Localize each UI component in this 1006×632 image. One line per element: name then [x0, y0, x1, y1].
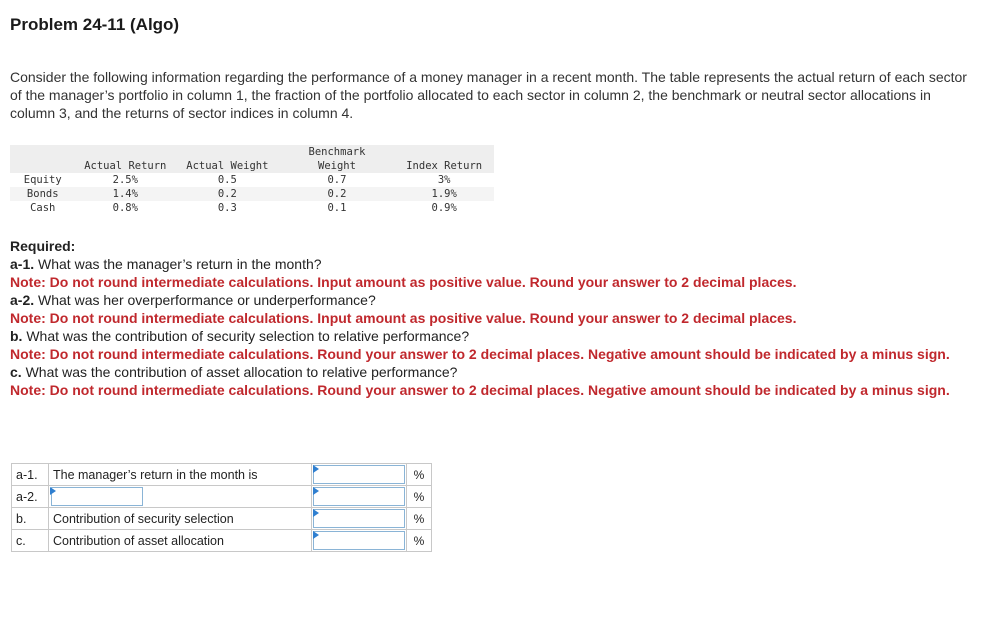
- table-row: [10, 201, 494, 215]
- question-b: [10, 327, 970, 345]
- answer-a2-input[interactable]: [313, 487, 405, 506]
- problem-intro: Consider the following information regarding the performance of a money manager in a recent month. The table represents the actual return of each sector of the manager’s portfolio in column 1, the fraction of the portfolio allocated to each sector in column 2, the benchmark or neutral sector allocations in column 3, and the returns of sector indices in column 4.: [10, 69, 967, 121]
- percent-unit: %: [407, 508, 432, 530]
- actual-weight-cell: 0.2: [217, 188, 237, 200]
- answer-a2-description-input[interactable]: [51, 487, 143, 506]
- answer-description: Contribution of asset allocation: [49, 530, 312, 552]
- answer-description: Contribution of security selection: [49, 508, 312, 530]
- index-return-cell: 0.9%: [431, 202, 457, 214]
- sector-cell: Equity: [23, 174, 62, 186]
- input-flag-icon: [313, 509, 319, 517]
- question-a1-label: a-1.: [10, 256, 35, 272]
- header-index-return: Index Return: [406, 160, 483, 172]
- answer-input-cell: [312, 464, 407, 486]
- actual-weight-cell: 0.3: [217, 202, 237, 214]
- header-benchmark-line2: Weight: [318, 160, 356, 172]
- percent-unit: %: [407, 530, 432, 552]
- input-flag-icon: [313, 465, 319, 473]
- answer-input-cell: [312, 508, 407, 530]
- header-benchmark-weight: [280, 145, 395, 173]
- header-sector: [10, 145, 75, 173]
- answer-table: [11, 463, 432, 552]
- answer-row-b: [12, 508, 432, 530]
- answer-key: a-1.: [12, 464, 49, 486]
- table-header-row: [10, 145, 494, 173]
- question-c-text: What was the contribution of asset allocation to relative performance?: [21, 364, 458, 380]
- answer-description-cell: [49, 486, 312, 508]
- answer-a1-input[interactable]: [313, 465, 405, 484]
- question-a1-note: Note: Do not round intermediate calculations. Input amount as positive value. Round your answer to 2 decimal places.: [10, 274, 797, 290]
- question-a1-text: What was the manager’s return in the month?: [34, 256, 322, 272]
- question-a1: [10, 255, 970, 273]
- answer-b-input[interactable]: [313, 509, 405, 528]
- answer-key: c.: [12, 530, 49, 552]
- header-actual-weight: Actual Weight: [186, 160, 269, 172]
- answer-key: b.: [12, 508, 49, 530]
- required-section: [10, 237, 970, 399]
- question-a2-label: a-2.: [10, 292, 35, 308]
- answer-c-input[interactable]: [313, 531, 405, 550]
- actual-return-cell: 1.4%: [112, 188, 138, 200]
- benchmark-weight-cell: 0.2: [327, 188, 347, 200]
- answer-description: The manager’s return in the month is: [49, 464, 312, 486]
- actual-return-cell: 2.5%: [112, 174, 138, 186]
- question-c: [10, 363, 970, 381]
- actual-return-cell: 0.8%: [112, 202, 138, 214]
- answer-row-a1: [12, 464, 432, 486]
- question-a2-note: Note: Do not round intermediate calculations. Input amount as positive value. Round your answer to 2 decimal places.: [10, 310, 797, 326]
- header-benchmark-line1: Benchmark: [308, 146, 366, 158]
- sector-cell: Cash: [30, 202, 56, 214]
- input-flag-icon: [313, 531, 319, 539]
- required-heading: Required:: [10, 238, 76, 254]
- sector-cell: Bonds: [26, 188, 59, 200]
- answer-row-c: [12, 530, 432, 552]
- index-return-cell: 1.9%: [431, 188, 457, 200]
- question-b-note: Note: Do not round intermediate calculations. Round your answer to 2 decimal places. Negative amount should be indicated by a minus sign.: [10, 346, 950, 362]
- problem-title: Problem 24-11 (Algo): [10, 15, 180, 34]
- answer-input-cell: [312, 486, 407, 508]
- actual-weight-cell: 0.5: [217, 174, 237, 186]
- question-c-label: c.: [10, 364, 22, 380]
- percent-unit: %: [407, 464, 432, 486]
- answer-row-a2: [12, 486, 432, 508]
- question-c-note: Note: Do not round intermediate calculations. Round your answer to 2 decimal places. Negative amount should be indicated by a minus sign.: [10, 382, 950, 398]
- table-row: [10, 187, 494, 201]
- input-flag-icon: [313, 487, 319, 495]
- benchmark-weight-cell: 0.1: [327, 202, 347, 214]
- index-return-cell: 3%: [437, 174, 451, 186]
- answer-key: a-2.: [12, 486, 49, 508]
- input-flag-icon: [50, 487, 56, 495]
- performance-data-table: [10, 145, 494, 215]
- header-actual-return: Actual Return: [84, 160, 167, 172]
- table-row: [10, 173, 494, 187]
- question-b-label: b.: [10, 328, 23, 344]
- question-a2-text: What was her overperformance or underperformance?: [34, 292, 376, 308]
- answer-input-cell: [312, 530, 407, 552]
- question-a2: [10, 291, 970, 309]
- question-b-text: What was the contribution of security selection to relative performance?: [22, 328, 470, 344]
- percent-unit: %: [407, 486, 432, 508]
- benchmark-weight-cell: 0.7: [327, 174, 347, 186]
